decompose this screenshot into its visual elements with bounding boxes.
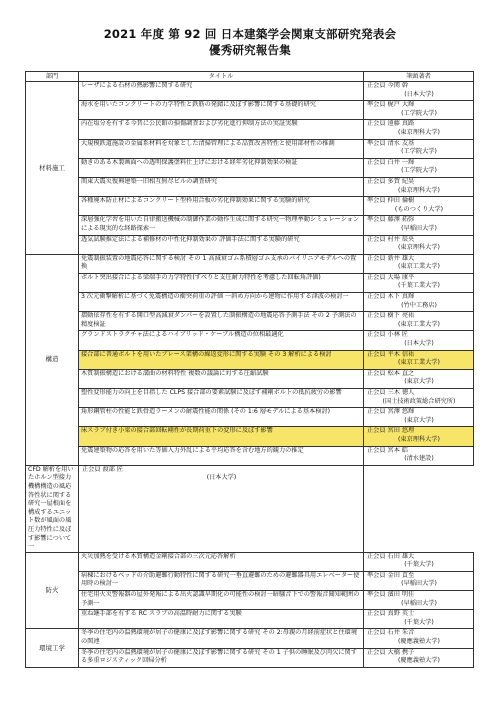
title-cell: 住宅用火災警報器の屋外発報による出火認識早期化の可能性の検討一暗騒音下での警報音聞知範囲の予測一 (79, 591, 364, 610)
title-cell: レーザによる石材の熱影響に関する研究 (79, 82, 364, 101)
title-cell: 角形鋼管柱の性能と鉄骨造ラーメンの耐震性能の関係 (その 1:6 層モデルによる基本検討) (79, 408, 364, 427)
author-affiliation: (東京理科大学) (398, 128, 440, 136)
author-cell (364, 293, 474, 312)
table-row (26, 197, 474, 216)
table-row (26, 591, 474, 610)
table-row (26, 177, 474, 196)
title-cell: 冬季の住宅内の温熱環境が居子の健康に及ぼす影響に関する研究 その 2:母親の月経前症状と住環境の関連 (79, 629, 364, 648)
author-cell (364, 591, 474, 610)
author-name: 正会員 宮田 悠理 (367, 427, 415, 435)
author-affiliation: (ものつくり大学) (394, 205, 444, 213)
author-name: 準会員 濱田 明佳 (367, 591, 415, 599)
title-cell: 深層強化学習を用いた自律搬送機械の制御作業の動作生成に関する研究一物理挙動シミュレーションによる現実的な経路探索一 (79, 216, 364, 235)
table-row (26, 350, 474, 369)
author-cell (364, 648, 474, 667)
category-cell: 環境工学 (26, 629, 79, 667)
header-author: 筆頭著者 (364, 72, 474, 82)
author-name: 正会員 今関 幹 (367, 82, 409, 89)
author-cell (364, 331, 474, 350)
author-cell (364, 610, 474, 629)
table-row (26, 254, 474, 273)
author-affiliation: (清水建設) (404, 455, 434, 463)
author-affiliation: (慶應義塾大学) (398, 657, 440, 665)
table-row (26, 235, 474, 254)
table-row (26, 331, 474, 350)
table-row (26, 610, 474, 629)
title-cell: 海水を用いたコンクリートの力学特性と鉄筋の発錆に及ぼす影響に関する基礎的研究 (79, 101, 364, 120)
table-row (26, 408, 474, 427)
author-name: 正会員 大場 康平 (367, 273, 415, 281)
author-name: 準会員 仲田 倫樹 (367, 197, 415, 205)
author-affiliation: (東京大学) (404, 378, 434, 386)
table-row (26, 629, 474, 648)
author-affiliation: (工学院大学) (401, 148, 437, 156)
author-affiliation: (日本大学) (404, 90, 434, 98)
title-cell: 3 次元衝撃解析に基づく免震構造の衝突荷重の評価 一斜め方向から建物に作用する津波の検討一 (79, 293, 364, 312)
author-name: 正会員 松本 直之 (367, 369, 415, 377)
table-row (26, 312, 474, 331)
author-name: 正会員 渡部 匠 (82, 465, 124, 473)
author-name: 正会員 宮本 皓 (367, 446, 409, 454)
table-header-row (26, 72, 474, 82)
table-row (26, 139, 474, 158)
table-row (26, 427, 474, 446)
title-cell: 透気試験推定法による補修材の中性化抑制効果の 評価手法に関する実験的研究 (79, 235, 364, 254)
author-cell (364, 235, 474, 254)
title-cell: 内在塩分を有する今昔に公民館の損傷調査および劣化進行抑制方法の実証実験 (79, 120, 364, 139)
title-cell: 重ね継手部を有する RC スラブの高温時耐力に関する実験 (79, 610, 364, 629)
author-affiliation: (早稲田大学) (401, 224, 437, 232)
table-row (26, 552, 474, 571)
author-affiliation: (工学院大学) (401, 109, 437, 117)
table-row (26, 389, 474, 408)
table-row (26, 82, 474, 101)
author-cell (364, 216, 474, 235)
author-name: 正会員 大橋 携子 (367, 648, 415, 656)
title-cell: 大規模鉄道施設の金属系材料を対象とした清掃管理による品質改善特性と使用部材性の推測 (79, 139, 364, 158)
category-cell: 防火 (26, 552, 79, 629)
table-body (26, 82, 474, 668)
author-name: 正会員 石井 朱音 (367, 629, 415, 637)
author-cell (364, 101, 474, 120)
table-row (26, 101, 474, 120)
author-cell (364, 446, 474, 465)
author-cell (364, 408, 474, 427)
author-name: 準会員 清水 友基 (367, 139, 415, 147)
author-name: 正会員 遠藤 真路 (367, 120, 415, 128)
author-name: 正会員 真野 英士 (367, 610, 415, 618)
title-cell: ボルト突出接合による梁端手の力学特性(すべりと支圧耐力特性を考慮した回転角評価) (79, 273, 364, 292)
author-affiliation: (工学院大学) (401, 167, 437, 175)
author-name: 準会員 藤澤 拓弥 (367, 216, 415, 224)
title-cell: 摺動依存性を有する開口型高減衰ダンパーを設置した制振構造の地震応答予測手法 その 2 予測法の精度検証 (79, 312, 364, 331)
author-cell (364, 82, 474, 101)
author-affiliation: (慶應義塾大学) (398, 638, 440, 646)
category-cell: 構造 (26, 254, 79, 465)
title-cell: 床スラブ付き小梁の接合部回転剛性が長期荷重下の変形に及ぼす影響 (79, 427, 364, 446)
author-cell (364, 158, 474, 177)
author-affiliation: (日本大学) (404, 340, 434, 348)
author-cell (364, 427, 474, 446)
category-cell: 材料施工 (26, 82, 79, 255)
author-affiliation: (国土技術政策総合研究所) (382, 397, 456, 405)
author-affiliation: (東京工業大学) (398, 359, 440, 367)
author-affiliation: (東京理科大学) (398, 186, 440, 194)
author-name: 正会員 多賀 紀昊 (367, 177, 415, 185)
author-name: 正会員 平木 信祐 (367, 350, 415, 358)
author-cell (364, 254, 474, 273)
author-affiliation: (東京理科大学) (398, 244, 440, 252)
table-row (26, 216, 474, 235)
author-cell (364, 350, 474, 369)
author-cell (364, 197, 474, 216)
title-cell: 免震制振装置の地震応答に関する検討 その 1 高減衰ゴム系積層ゴム支承のバイリニアモデルへの置換 (79, 254, 364, 273)
author-affiliation: (早稲田大学) (401, 599, 437, 607)
author-cell (364, 389, 474, 408)
title-cell: 免震建築物の応答を用いた等価入力外乱による平均応答を含む地方的観力の推定 (79, 446, 364, 465)
author-affiliation: (早稲田大学) (401, 580, 437, 588)
author-name: 正会員 新井 雄大 (367, 254, 415, 262)
author-cell (364, 369, 474, 388)
title-cell: 病棟におけるベッドの介助避難行動特性に関する研究一垂直避難のための避難器具用エレベーター使用時の検討一 (79, 571, 364, 590)
author-cell (364, 629, 474, 648)
table-row (26, 648, 474, 667)
author-cell (364, 120, 474, 139)
author-affiliation: (東京工業大学) (398, 320, 440, 328)
report-subtitle: 優秀研究報告集 (209, 43, 291, 57)
title-cell: CFD 解析を用いたホルン型接力機構構造の風応答性状に関する研究一屋根面を構成するユニット数が風面の風圧力特性に及ぼす影響について一 (26, 465, 79, 552)
title-cell: 関東大震災復興建築一旧相互無尽ビルの調査研究 (79, 177, 364, 196)
author-affiliation: (日本大学) (206, 474, 237, 482)
author-cell (364, 273, 474, 292)
table-row (26, 120, 474, 139)
author-name: 正会員 樹下 亮祐 (367, 312, 415, 320)
author-name: 正会員 小林 匠 (367, 331, 409, 339)
header-title: タイトル (79, 72, 364, 82)
author-affiliation: (千葉大学) (404, 618, 434, 626)
table-row (26, 465, 474, 552)
table-row (26, 293, 474, 312)
title-cell: 冬季の住宅内の温熱環境が居子の健康に及ぼす影響に関する研究 その 1 子供の睡眠及び肉欠に関する多重ロジスティック回帰分析 (79, 648, 364, 667)
title-cell: 動きのある木製画面への透明保護塗料仕上げにおける経年劣化抑制効果の検証 (79, 158, 364, 177)
award-table (25, 71, 474, 668)
author-name: 正会員 宮澤 悠輝 (367, 408, 415, 416)
title-cell: 接合部に普通ボルトを用いたブレース架構の繰返変形に関する実験 その 3 解析による検討 (79, 350, 364, 369)
author-cell (364, 177, 474, 196)
author-name: 正会員 石田 雄大 (367, 552, 415, 560)
author-affiliation: (竹中工務店) (401, 301, 437, 309)
author-affiliation: (東京理科大学) (398, 435, 440, 443)
author-affiliation: (千葉工業大学) (398, 282, 440, 290)
table-row (26, 158, 474, 177)
title-cell: 各種廃木防止材によるコンクリート型枠用合板の劣化抑制効果に関する実験的研究 (79, 197, 364, 216)
author-cell (364, 571, 474, 590)
header-category: 部門 (26, 72, 79, 82)
author-name: 準会員 金田 貢至 (367, 571, 415, 579)
title-cell: 火災加熱を受ける木質構造金剛接合部の三次元応答解析 (79, 552, 364, 571)
author-name: 正会員 村井 辰央 (367, 235, 415, 243)
table-row (26, 369, 474, 388)
table-row (26, 571, 474, 590)
author-name: 正会員 木下 真輝 (367, 293, 415, 301)
author-cell (79, 465, 364, 552)
table-row (26, 273, 474, 292)
author-affiliation: (東京工業大学) (398, 263, 440, 271)
title-cell: グランドストラクチャ法によるハイブリッド・ケーブル構造の位相最適化 (79, 331, 364, 350)
author-cell (364, 312, 474, 331)
title-cell: 塑性変形能力の向上を目指した CLPS 接合部の要素試験に及ぼす補剛ボルトの抵抗疲労の影響 (79, 389, 364, 408)
author-name: 準会員 梶戸 大輝 (367, 101, 415, 109)
author-affiliation: (千葉大学) (404, 561, 434, 569)
author-cell (364, 139, 474, 158)
author-name: 正会員 三木 徳人 (367, 389, 415, 396)
table-row (26, 446, 474, 465)
author-name: 正会員 白井 一輝 (367, 158, 415, 166)
author-affiliation: (東京大学) (404, 416, 434, 424)
author-cell (364, 552, 474, 571)
report-title: 2021 年度 第 92 回 日本建築学会関東支部研究発表会 (103, 27, 397, 41)
title-cell: 木質制振構造における溝曲の材料特性 複数の議論に対する圧縮試験 (79, 369, 364, 388)
